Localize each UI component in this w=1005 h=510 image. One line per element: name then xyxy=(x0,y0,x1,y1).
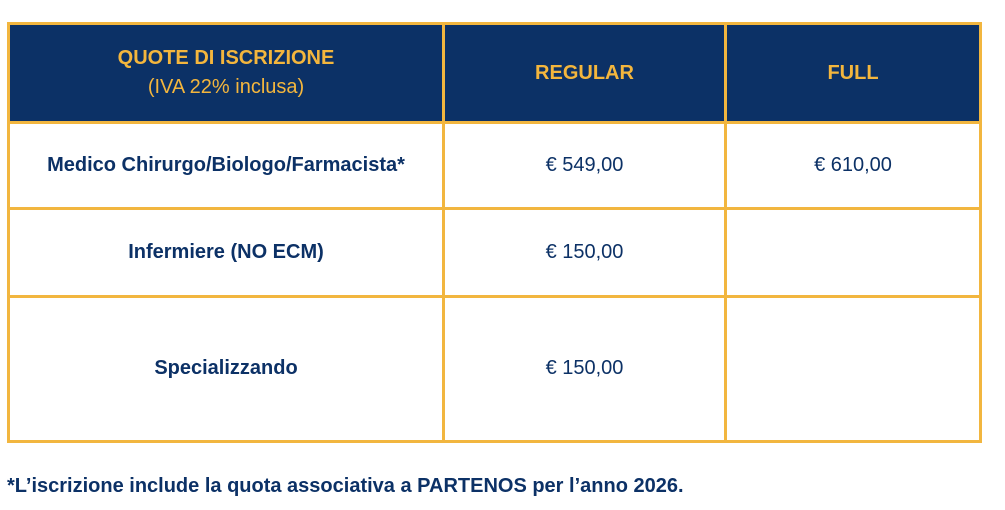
regular-price-cell: € 150,00 xyxy=(444,209,726,296)
table-row xyxy=(9,123,981,209)
header-regular-cell: REGULAR xyxy=(444,24,726,123)
full-price-cell xyxy=(726,296,981,441)
full-price-cell: € 610,00 xyxy=(726,123,981,209)
regular-price-cell: € 150,00 xyxy=(444,296,726,441)
footnote: *L’iscrizione include la quota associativa a PARTENOS per l’anno 2026. xyxy=(7,475,684,497)
header-category-cell xyxy=(9,24,444,123)
category-cell: Medico Chirurgo/Biologo/Farmacista* xyxy=(9,123,444,209)
full-price-cell xyxy=(726,209,981,296)
table-header-row xyxy=(9,24,981,123)
header-category-subtitle: (IVA 22% inclusa) xyxy=(147,76,305,98)
category-cell: Infermiere (NO ECM) xyxy=(9,209,444,296)
regular-price-cell: € 549,00 xyxy=(444,123,726,209)
category-cell: Specializzando xyxy=(9,296,444,441)
table-row xyxy=(9,209,981,296)
header-full-cell: FULL xyxy=(726,24,981,123)
header-category-title: QUOTE DI ISCRIZIONE xyxy=(117,47,335,69)
fee-table xyxy=(7,22,982,443)
table-row xyxy=(9,296,981,441)
